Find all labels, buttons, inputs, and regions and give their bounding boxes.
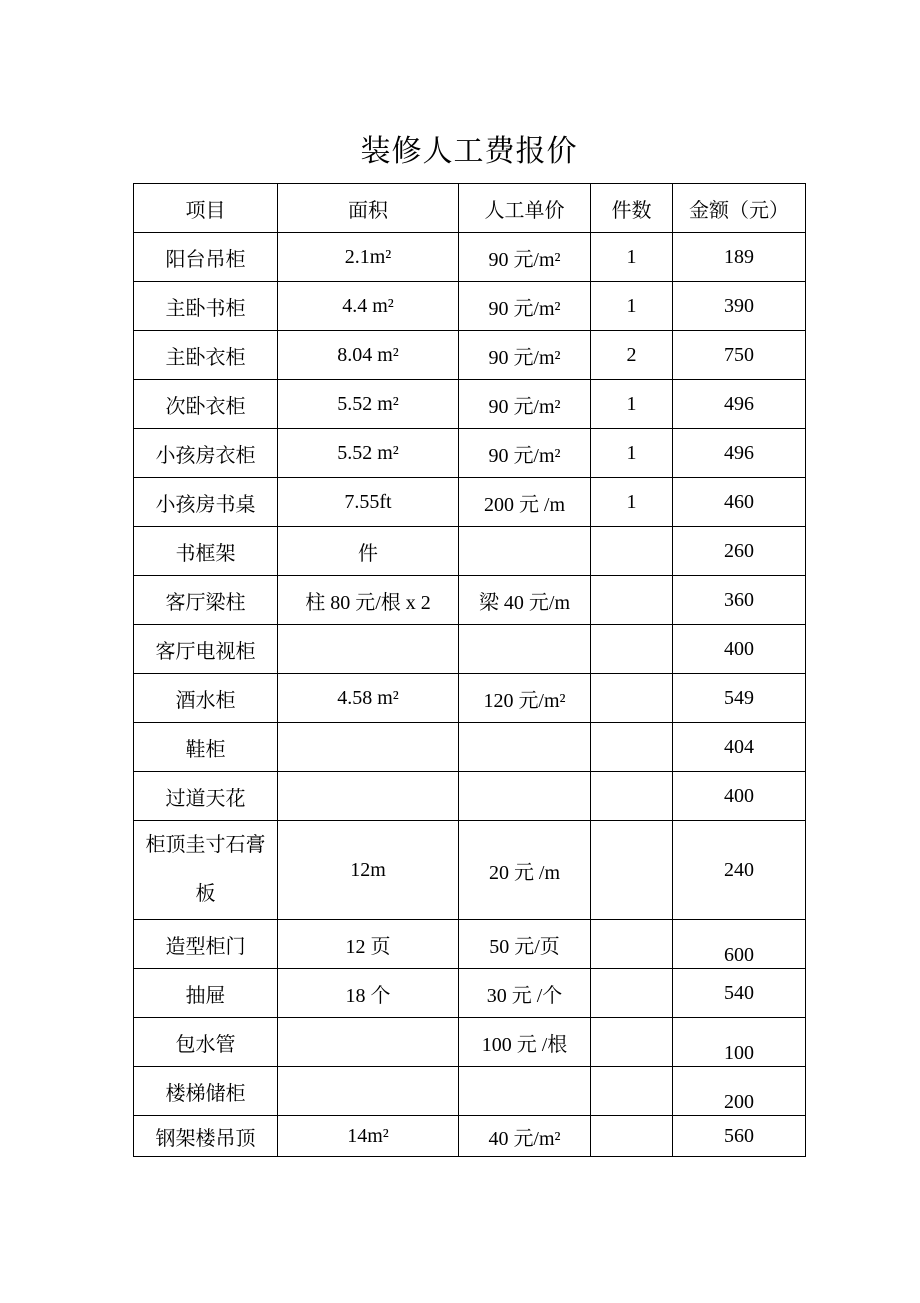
cell-item: 酒水柜	[134, 674, 278, 723]
cell-item: 钢架楼吊顶	[134, 1116, 278, 1157]
col-header-item: 项目	[134, 184, 278, 233]
cell-unit-price	[459, 772, 591, 821]
table-row	[134, 1018, 806, 1067]
cell-unit-price: 90 元/m²	[459, 429, 591, 478]
cell-amount: 460	[673, 478, 806, 527]
header-row	[134, 184, 806, 233]
col-header-unit-price: 人工单价	[459, 184, 591, 233]
cell-unit-price: 200 元 /m	[459, 478, 591, 527]
cell-item: 包水管	[134, 1018, 278, 1067]
cell-item: 次卧衣柜	[134, 380, 278, 429]
cell-count: 1	[591, 282, 673, 331]
cell-amount: 360	[673, 576, 806, 625]
cell-area	[278, 625, 459, 674]
table-row	[134, 233, 806, 282]
cell-unit-price	[459, 723, 591, 772]
cell-amount: 404	[673, 723, 806, 772]
table-row	[134, 331, 806, 380]
cell-unit-price: 30 元 /个	[459, 969, 591, 1018]
cell-unit-price: 90 元/m²	[459, 380, 591, 429]
cell-amount: 540	[673, 969, 806, 1018]
cell-area: 柱 80 元/根 x 2	[278, 576, 459, 625]
cell-area: 8.04 m²	[278, 331, 459, 380]
table-row	[134, 969, 806, 1018]
cell-item: 阳台吊柜	[134, 233, 278, 282]
cell-count	[591, 674, 673, 723]
cell-unit-price	[459, 527, 591, 576]
cell-count	[591, 576, 673, 625]
cell-count: 1	[591, 429, 673, 478]
table-row	[134, 380, 806, 429]
cell-count: 2	[591, 331, 673, 380]
table-row	[134, 674, 806, 723]
col-header-amount: 金额（元）	[673, 184, 806, 233]
cell-area	[278, 723, 459, 772]
cell-count	[591, 1018, 673, 1067]
cell-item: 客厅电视柜	[134, 625, 278, 674]
cell-amount: 189	[673, 233, 806, 282]
table-row	[134, 282, 806, 331]
cell-item: 抽屉	[134, 969, 278, 1018]
cell-area: 18 个	[278, 969, 459, 1018]
table-row	[134, 1116, 806, 1157]
cell-area	[278, 772, 459, 821]
cell-count: 1	[591, 478, 673, 527]
cell-item: 小孩房衣柜	[134, 429, 278, 478]
cell-count	[591, 723, 673, 772]
cell-count	[591, 625, 673, 674]
cell-area: 12 页	[278, 920, 459, 969]
cell-area: 5.52 m²	[278, 429, 459, 478]
cell-item: 鞋柜	[134, 723, 278, 772]
table-row	[134, 429, 806, 478]
cell-count	[591, 1116, 673, 1157]
cell-area: 7.55ft	[278, 478, 459, 527]
cell-count: 1	[591, 380, 673, 429]
cell-amount: 496	[673, 429, 806, 478]
cell-item: 小孩房书桌	[134, 478, 278, 527]
cell-area: 2.1m²	[278, 233, 459, 282]
cell-unit-price: 90 元/m²	[459, 233, 591, 282]
cell-amount: 390	[673, 282, 806, 331]
cell-count	[591, 821, 673, 920]
cell-unit-price: 50 元/页	[459, 920, 591, 969]
cell-amount: 260	[673, 527, 806, 576]
table-row	[134, 527, 806, 576]
table-row	[134, 625, 806, 674]
cell-area	[278, 1067, 459, 1116]
cell-count	[591, 920, 673, 969]
cell-amount: 560	[673, 1116, 806, 1157]
cell-amount: 549	[673, 674, 806, 723]
cell-item: 主卧衣柜	[134, 331, 278, 380]
col-header-area: 面积	[278, 184, 459, 233]
cell-unit-price: 100 元 /根	[459, 1018, 591, 1067]
cell-amount: 100	[673, 1018, 806, 1067]
cell-count: 1	[591, 233, 673, 282]
cell-unit-price	[459, 625, 591, 674]
cell-unit-price: 20 元 /m	[459, 821, 591, 920]
cell-unit-price	[459, 1067, 591, 1116]
cell-item: 柜顶圭寸石膏板	[134, 821, 278, 920]
cell-unit-price: 90 元/m²	[459, 331, 591, 380]
cell-area: 4.4 m²	[278, 282, 459, 331]
table-row	[134, 772, 806, 821]
cell-amount: 600	[673, 920, 806, 969]
cell-area: 件	[278, 527, 459, 576]
cell-item: 造型柜门	[134, 920, 278, 969]
cell-unit-price: 120 元/m²	[459, 674, 591, 723]
cell-area: 14m²	[278, 1116, 459, 1157]
cell-count	[591, 772, 673, 821]
cell-area: 12m	[278, 821, 459, 920]
cell-unit-price: 90 元/m²	[459, 282, 591, 331]
table-body	[134, 233, 806, 1157]
cell-amount: 400	[673, 625, 806, 674]
table-row	[134, 478, 806, 527]
cell-area: 4.58 m²	[278, 674, 459, 723]
quote-table	[133, 183, 806, 1157]
cell-amount: 400	[673, 772, 806, 821]
cell-unit-price: 梁 40 元/m	[459, 576, 591, 625]
page-title: 装修人工费报价	[360, 135, 578, 168]
cell-item: 书框架	[134, 527, 278, 576]
table-row	[134, 576, 806, 625]
table-row	[134, 920, 806, 969]
cell-area: 5.52 m²	[278, 380, 459, 429]
cell-unit-price: 40 元/m²	[459, 1116, 591, 1157]
cell-item: 过道天花	[134, 772, 278, 821]
cell-amount: 496	[673, 380, 806, 429]
cell-count	[591, 969, 673, 1018]
cell-count	[591, 527, 673, 576]
cell-item: 客厅梁柱	[134, 576, 278, 625]
cell-item: 楼梯储柜	[134, 1067, 278, 1116]
cell-amount: 240	[673, 821, 806, 920]
table-row	[134, 821, 806, 920]
cell-item: 主卧书柜	[134, 282, 278, 331]
cell-count	[591, 1067, 673, 1116]
cell-amount: 200	[673, 1067, 806, 1116]
cell-area	[278, 1018, 459, 1067]
table-row	[134, 723, 806, 772]
col-header-count: 件数	[591, 184, 673, 233]
table-row	[134, 1067, 806, 1116]
cell-amount: 750	[673, 331, 806, 380]
